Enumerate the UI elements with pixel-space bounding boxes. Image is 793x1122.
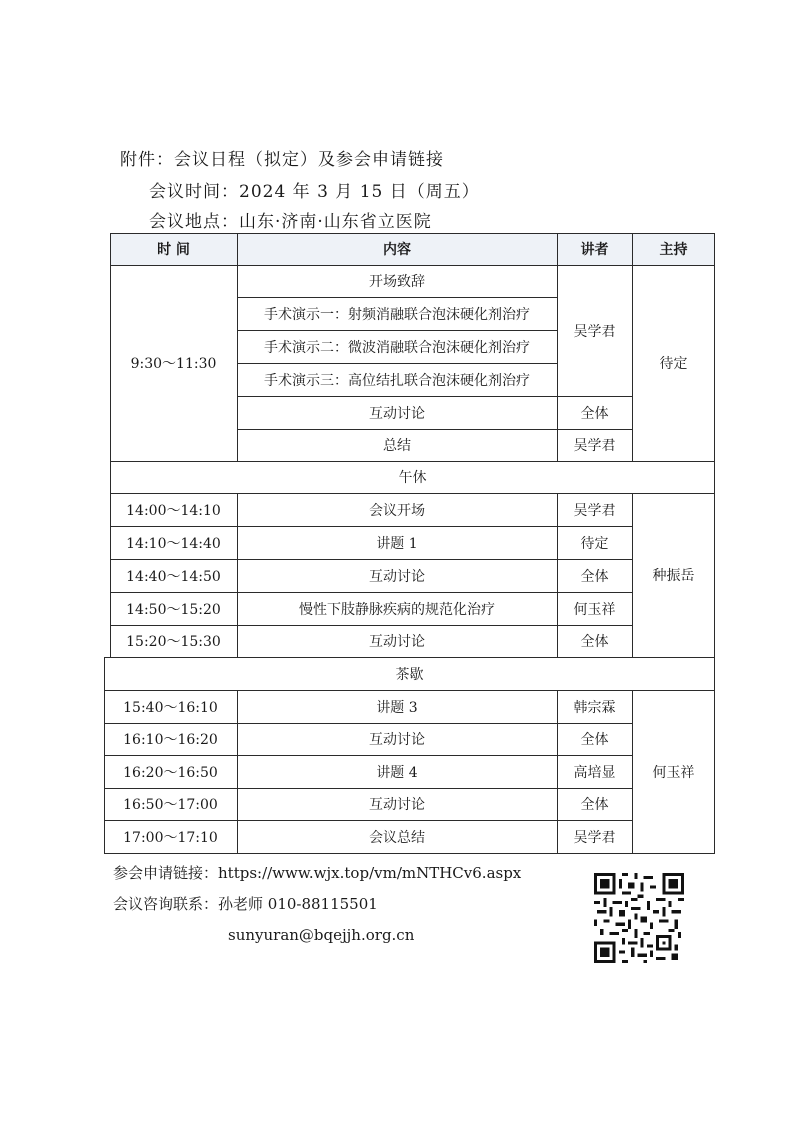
session-speaker: 吴学君 (573, 829, 616, 846)
morning-speaker: 吴学君 (573, 323, 616, 340)
session-content: 讲题 1 (376, 535, 418, 552)
registration-link[interactable]: 参会申请链接：https://www.wjx.top/vm/mNTHCv6.aspx (113, 864, 522, 882)
session-time: 15:40～16:10 (123, 699, 218, 716)
session-time: 14:10～14:40 (126, 535, 221, 552)
contact-info: 会议咨询联系：孙老师 010-88115501 (113, 895, 378, 913)
session-content: 互动讨论 (369, 797, 425, 813)
morning-item: 互动讨论 (369, 405, 425, 422)
session-speaker: 吴学君 (573, 502, 616, 519)
session-content: 讲题 3 (376, 699, 418, 716)
column-header-time: 时 间 (157, 242, 190, 258)
session-content: 会议总结 (369, 829, 425, 846)
qr-code-icon (594, 873, 684, 963)
session-speaker: 全体 (580, 634, 609, 650)
column-header-speaker: 讲者 (580, 242, 609, 258)
session-content: 慢性下肢静脉疾病的规范化治疗 (299, 601, 495, 618)
session-speaker: 高培显 (573, 764, 616, 781)
morning-item: 总结 (383, 438, 411, 454)
column-header-content: 内容 (383, 242, 411, 258)
session-time: 16:50～17:00 (123, 797, 218, 813)
session-speaker: 韩宗霖 (573, 699, 616, 716)
session-speaker: 全体 (580, 797, 609, 813)
session-content: 会议开场 (369, 502, 425, 519)
tea-break: 茶歇 (395, 666, 424, 683)
session-content: 讲题 4 (376, 764, 418, 781)
session-time: 17:00～17:10 (123, 829, 218, 846)
contact-email[interactable]: sunyuran@bqejjh.org.cn (228, 926, 415, 944)
session-time: 14:40～14:50 (126, 568, 221, 585)
session-content: 互动讨论 (369, 732, 425, 748)
attachment-title: 附件：会议日程（拟定）及参会申请链接 (120, 150, 444, 170)
session-content: 互动讨论 (369, 568, 425, 585)
session-time: 14:50～15:20 (126, 601, 221, 618)
afternoon1-host: 种振岳 (652, 568, 695, 584)
morning-item: 手术演示一：射频消融联合泡沫硬化剂治疗 (264, 306, 530, 323)
session-time: 14:00～14:10 (126, 502, 221, 519)
meeting-time: 会议时间：2024 年 3 月 15 日（周五） (149, 182, 480, 202)
morning-speaker: 吴学君 (573, 438, 616, 454)
session-content: 互动讨论 (369, 634, 425, 650)
lunch-break: 午休 (398, 470, 427, 486)
session-speaker: 全体 (580, 732, 609, 748)
morning-item: 手术演示三：高位结扎联合泡沫硬化剂治疗 (264, 372, 530, 389)
session-time: 15:20～15:30 (126, 634, 221, 650)
session-time: 16:10～16:20 (123, 732, 218, 748)
session-time: 16:20～16:50 (123, 764, 218, 781)
morning-item: 手术演示二：微波消融联合泡沫硬化剂治疗 (264, 339, 530, 356)
afternoon2-host: 何玉祥 (652, 764, 695, 781)
session-speaker: 何玉祥 (573, 601, 616, 618)
morning-host: 待定 (659, 356, 688, 372)
morning-item: 开场致辞 (369, 274, 425, 290)
meeting-location: 会议地点：山东·济南·山东省立医院 (149, 212, 432, 232)
session-speaker: 待定 (580, 535, 609, 552)
morning-time: 9:30～11:30 (130, 356, 217, 372)
morning-speaker: 全体 (580, 405, 609, 422)
session-speaker: 全体 (580, 568, 609, 585)
column-header-host: 主持 (659, 242, 688, 258)
